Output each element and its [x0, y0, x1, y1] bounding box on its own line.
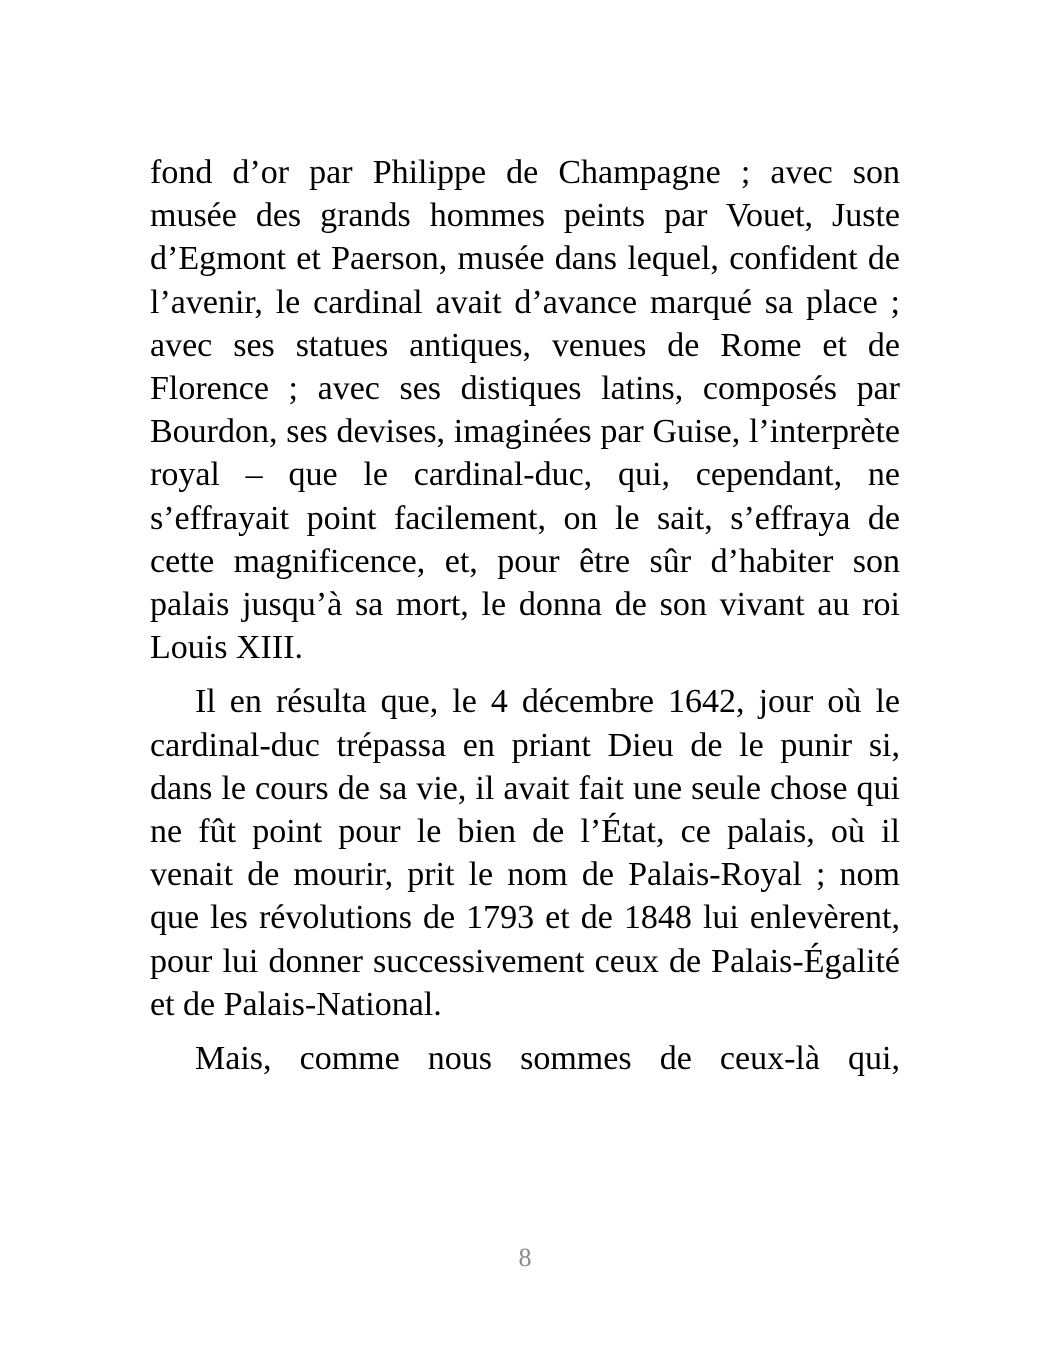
- page-number: 8: [518, 1243, 532, 1272]
- paragraph-2: Il en résulta que, le 4 décembre 1642, jour où le cardinal-duc trépassa en priant Dieu de le punir si, dans le cours de sa vie, il avait fait une seule chose qui ne fût point pour le bien de l’État, ce palais, où il venait de mourir, prit le nom de Palais-Royal ; nom que les révolutions de 1793 et de 1848 lui enlevèrent, pour lui donner successivement ceux de Palais-Égalité et de Palais-National.: [150, 683, 900, 1023]
- paragraph-3: Mais, comme nous sommes de ceux-là qui,: [195, 1040, 900, 1078]
- body-text: [150, 151, 900, 1091]
- paragraph-1: fond d’or par Philippe de Champagne ; avec son musée des grands hommes peints par Vouet, Juste d’Egmont et Paerson, musée dans lequel, confident de l’avenir, le cardinal avait d’avance marqué sa place ; avec ses statues antiques, venues de Rome et de Florence ; avec ses distiques latins, composés par Bourdon, ses devises, imaginées par Guise, l’interprète royal – que le cardinal-duc, qui, cependant, ne s’effrayait point facilement, on le sait, s’effraya de cette magnificence, et, pour être sûr d’habiter son palais jusqu’à sa mort, le donna de son vivant au roi Louis XIII.: [150, 154, 900, 667]
